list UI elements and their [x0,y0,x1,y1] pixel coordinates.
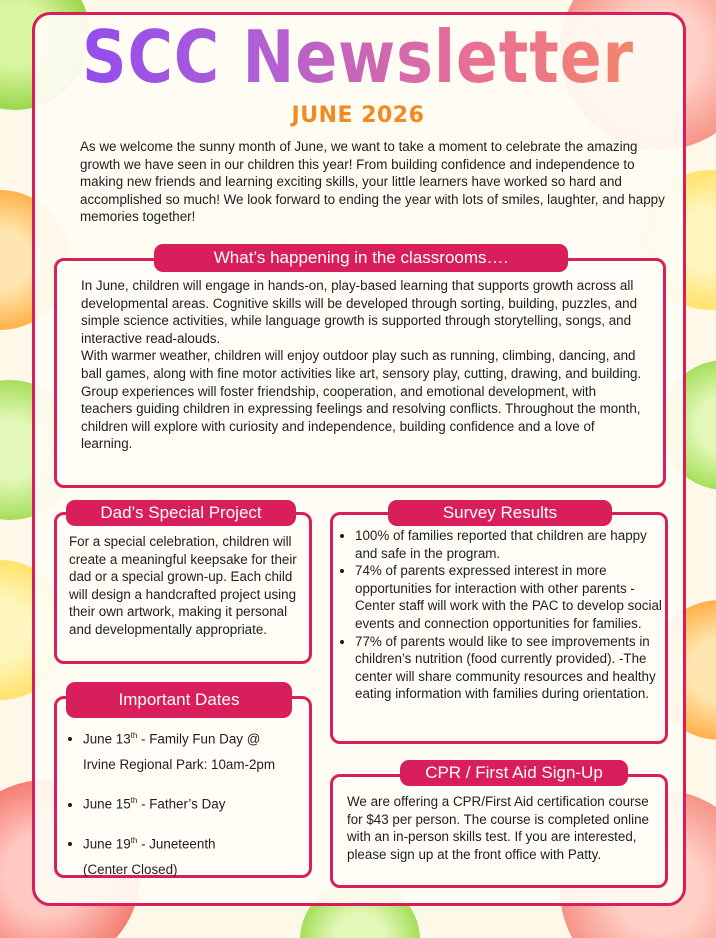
dads-project-text: For a special celebration, children will create a meaningful keepsake for their dad or a special grown-up. Each child will design a handcrafted project using their own artwork, making it personal and developmentally appropriate. [69,534,297,637]
list-item: • June 13th - Family Fun Day @ Irvine Regional Park: 10am-2pm [83,723,323,778]
list-item: • 74% of parents expressed interest in more opportunities for interaction with other parents - Center staff will work with the PAC to develop social events and connection opportunities for families. [355,562,669,632]
list-item: • June 15th - Father’s Day [83,788,323,817]
classrooms-box [54,258,666,488]
list-item: • 100% of families reported that children are happy and safe in the program. [355,527,669,562]
cpr-text: We are offering a CPR/First Aid certification course for $43 per person. The course is completed online with an in-person skills test. If you are interested, please sign up at the front office with Patty. [347,794,649,862]
survey-results-list [339,527,669,703]
classrooms-paragraph: With warmer weather, children will enjoy outdoor play such as running, climbing, dancing, and ball games, along with fine motor activities like art, sensory play, cutting, drawing, and building. [81,348,642,381]
survey-results-heading: Survey Results [388,500,612,526]
list-item: • 77% of parents would like to see improvements in children’s nutrition (food currently provided). -The center will share community resources and healthy eating information with families during orientation. [355,633,669,703]
list-item: • June 19th - Juneteenth (Center Closed) [83,828,323,883]
important-dates-box [54,696,312,878]
classrooms-heading: What’s happening in the classrooms…. [154,244,568,272]
cpr-heading: CPR / First Aid Sign-Up [400,760,628,786]
dads-project-box [54,512,312,664]
classrooms-paragraph: In June, children will engage in hands-on, play-based learning that supports growth across all developmental areas. Cognitive skills will be developed through sorting, building, puzzles, and simple science activities, while language growth is supported through storytelling, songs, and interactive read-alouds. [81,278,638,346]
cpr-box [330,774,668,888]
newsletter-title: SCC Newsletter [50,12,666,102]
dads-project-heading: Dad’s Special Project [66,500,296,526]
classrooms-paragraph: Group experiences will foster friendship, cooperation, and emotional development, with teachers guiding children in expressing feelings and resolving conflicts. Throughout the month, children will explore with curiosity and independence, building confidence and a love of learning. [81,383,641,452]
important-dates-list [63,723,323,893]
survey-results-box [330,512,668,744]
important-dates-heading: Important Dates [66,682,292,718]
newsletter-month: JUNE 2026 [291,103,425,128]
intro-paragraph: As we welcome the sunny month of June, we want to take a moment to celebrate the amazing growth we have seen in our children this year! From building confidence and independence to making new friends and learning exciting skills, your little learners have worked so hard and accomplished so much! We look forward to ending the year with lots of smiles, laughter, and happy memories together! [80,139,665,224]
